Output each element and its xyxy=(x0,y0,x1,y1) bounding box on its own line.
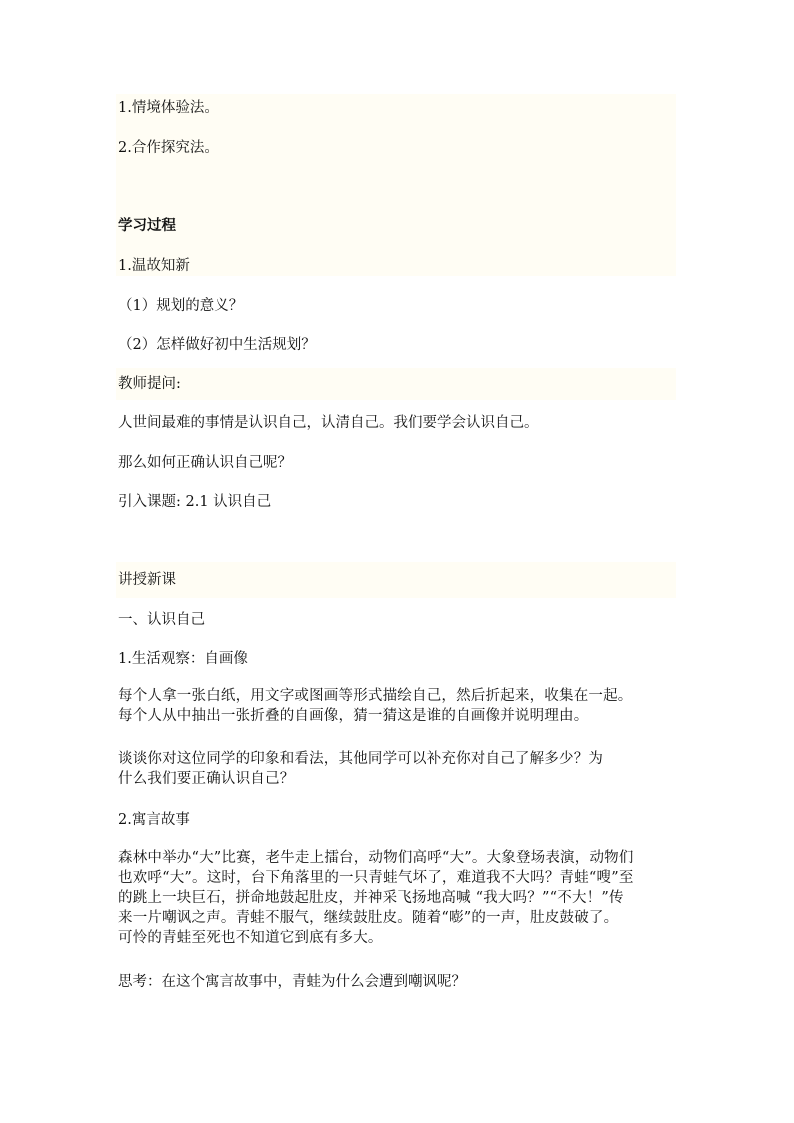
activity-2-title: 2.寓言故事 xyxy=(118,812,190,828)
section-1-title: 一、认识自己 xyxy=(118,612,205,628)
fable-story: 森林中举办“大”比赛，老牛走上擂台，动物们高呼“大”。大象登场表演，动物们 也欢呼“大”。这时，台下角落里的一只青蛙气坏了，难道我不大吗？青蛙“嗖”至 的跳上一块巨石，拼命地鼓起肚皮，并神采飞扬地高喊 “我大吗？”“不大！”传 来一片嘲讽之声。青蛙不服气，继续鼓肚皮。随着“嘭”的一声，肚皮鼓破了。 可怜的青蛙至死也不知道它到底有多大。 xyxy=(118,850,634,946)
section-heading-process: 学习过程 xyxy=(118,217,176,234)
section-shading xyxy=(116,94,676,276)
review-title: 1.温故知新 xyxy=(118,258,190,274)
review-question-1: （1）规划的意义？ xyxy=(118,298,244,314)
activity-1-paragraph-2: 谈谈你对这位同学的印象和看法，其他同学可以补充你对自己了解多少？为 什么我们要正确认识自己？ xyxy=(118,751,604,787)
thinking-question: 思考：在这个寓言故事中，青蛙为什么会遭到嘲讽呢？ xyxy=(118,974,466,990)
section-heading-new-lesson: 讲授新课 xyxy=(118,572,176,588)
teacher-question-line-1: 人世间最难的事情是认识自己，认清自己。我们要学会认识自己。 xyxy=(118,415,539,431)
method-item-2: 2.合作探究法。 xyxy=(118,140,219,156)
review-question-2: （2）怎样做好初中生活规划？ xyxy=(118,337,316,353)
method-item-1: 1.情境体验法。 xyxy=(118,100,219,116)
activity-1-title: 1.生活观察：自画像 xyxy=(118,651,248,667)
activity-1-paragraph-1: 每个人拿一张白纸，用文字或图画等形式描绘自己，然后折起来，收集在一起。 每个人从中抽出一张折叠的自画像，猜一猜这是谁的自画像并说明理由。 xyxy=(118,688,633,724)
teacher-question-label: 教师提问: xyxy=(118,376,181,392)
lesson-topic-intro: 引入课题: 2.1 认识自己 xyxy=(118,494,272,510)
teacher-question-line-2: 那么如何正确认识自己呢？ xyxy=(118,455,292,471)
